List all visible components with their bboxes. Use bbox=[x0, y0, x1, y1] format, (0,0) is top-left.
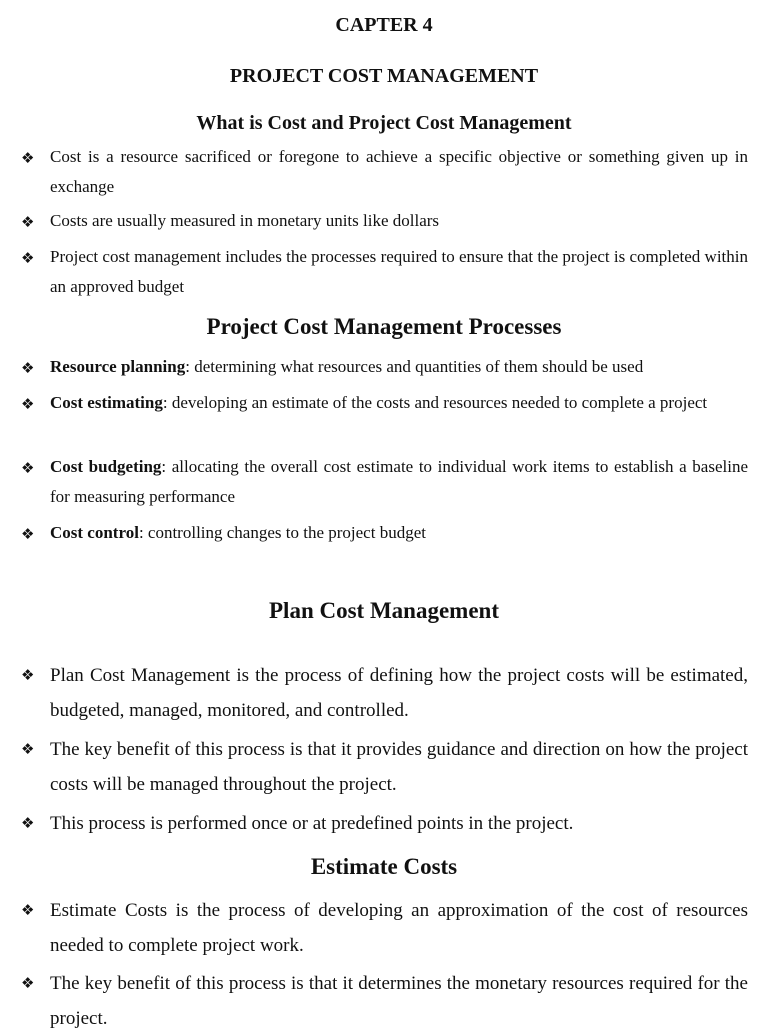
process-term: Cost control bbox=[50, 523, 139, 542]
diamond-bullet-icon: ❖ bbox=[21, 359, 35, 377]
diamond-bullet-icon: ❖ bbox=[21, 249, 35, 267]
list-item-text: Plan Cost Management is the process of defining how the project costs will be estimated, budgeted, managed, monitored, and controlled. bbox=[50, 665, 748, 721]
section-heading-intro: What is Cost and Project Cost Management bbox=[196, 112, 572, 134]
page-title: PROJECT COST MANAGEMENT bbox=[229, 65, 539, 87]
list-item-text: Project cost management includes the processes required to ensure that the project is completed within an approved budget bbox=[50, 247, 748, 296]
diamond-bullet-icon: ❖ bbox=[21, 974, 35, 992]
process-desc: : controlling changes to the project budget bbox=[138, 523, 426, 542]
list-item-text bbox=[50, 452, 748, 512]
list-item-text bbox=[50, 388, 748, 418]
process-desc: : determining what resources and quantities of them should be used bbox=[185, 357, 644, 376]
process-desc: : allocating the overall cost estimate to individual work items to establish a baseline for measuring performance bbox=[50, 457, 748, 506]
process-term: Cost estimating bbox=[50, 393, 163, 412]
diamond-bullet-icon: ❖ bbox=[21, 213, 35, 231]
diamond-bullet-icon: ❖ bbox=[21, 814, 35, 832]
diamond-bullet-icon: ❖ bbox=[21, 149, 35, 167]
diamond-bullet-icon: ❖ bbox=[21, 459, 35, 477]
section-heading-plan: Plan Cost Management bbox=[269, 598, 499, 623]
diamond-bullet-icon: ❖ bbox=[21, 666, 35, 684]
chapter-label: CAPTER 4 bbox=[335, 14, 433, 36]
list-item-text: Estimate Costs is the process of developing an approximation of the cost of resources needed to complete project work. bbox=[50, 900, 748, 956]
process-term: Resource planning bbox=[50, 357, 186, 376]
process-term: Cost budgeting bbox=[50, 457, 162, 476]
diamond-bullet-icon: ❖ bbox=[21, 901, 35, 919]
list-item-text: The key benefit of this process is that it provides guidance and direction on how the project costs will be managed throughout the project. bbox=[50, 739, 748, 795]
section-heading-processes: Project Cost Management Processes bbox=[206, 314, 562, 339]
list-item-text: The key benefit of this process is that it determines the monetary resources required for the project. bbox=[50, 973, 748, 1029]
list-item-text bbox=[50, 352, 748, 382]
list-item-text: Cost is a resource sacrificed or foregone to achieve a specific objective or something given up in exchange bbox=[50, 147, 748, 196]
diamond-bullet-icon: ❖ bbox=[21, 740, 35, 758]
diamond-bullet-icon: ❖ bbox=[21, 525, 35, 543]
list-item-text: Costs are usually measured in monetary units like dollars bbox=[50, 211, 440, 230]
list-item-text bbox=[50, 518, 748, 548]
section-heading-estimate: Estimate Costs bbox=[310, 854, 458, 879]
list-item-text: This process is performed once or at predefined points in the project. bbox=[50, 813, 574, 834]
process-desc: : developing an estimate of the costs and resources needed to complete a project bbox=[162, 393, 708, 412]
diamond-bullet-icon: ❖ bbox=[21, 395, 35, 413]
